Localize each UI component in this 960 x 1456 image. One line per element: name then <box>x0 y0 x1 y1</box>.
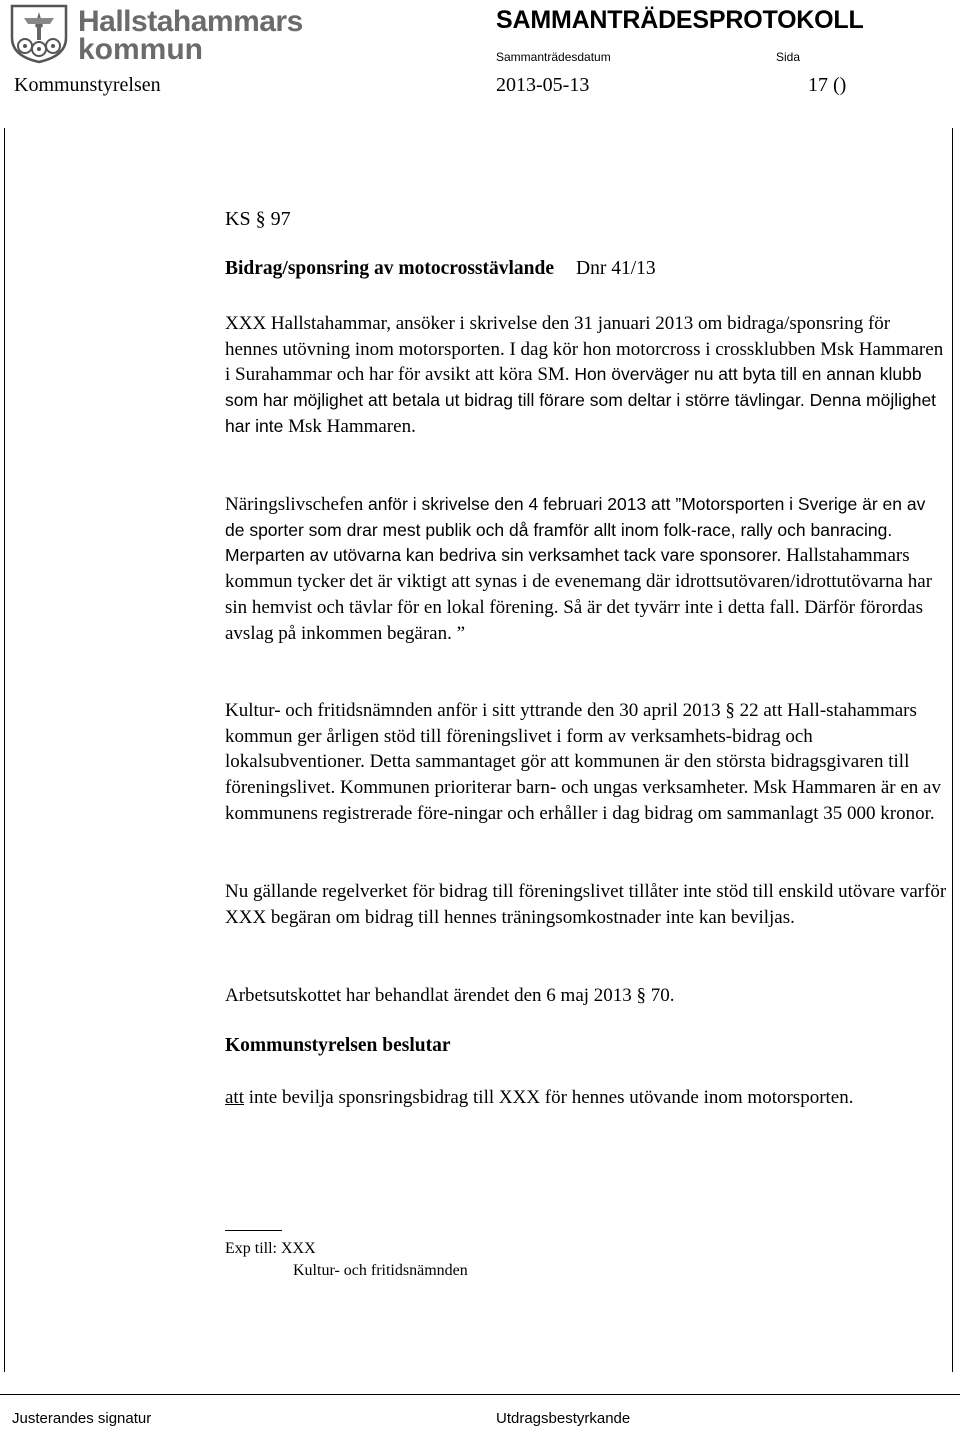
municipality-logo <box>10 4 303 66</box>
logo-name-line2: kommun <box>78 33 204 66</box>
decision-att: att <box>225 1087 244 1108</box>
case-dnr: Dnr 41/13 <box>576 258 656 279</box>
paragraph-text: anför i skrivelse den 4 februari 2013 att ”Motorsporten i Sverige är en av de sporter som drar mest publik och då framför allt inom folk-race, rally och banracing. Merparten av utövarna kan bedriva sin verksamhet tack vare sponsorer. <box>225 494 926 566</box>
page-label: Sida <box>776 50 801 64</box>
decision-body: inte bevilja sponsringsbidrag till XXX för hennes utövande inom motorsporten. <box>244 1087 854 1108</box>
case-number: KS § 97 <box>225 208 291 230</box>
paragraph-business-chief <box>225 492 947 646</box>
extract-label: Utdragsbestyrkande <box>496 1410 631 1427</box>
paragraph-text: Hon överväger nu att byta till en annan klubb som har möjlighet att betala ut bidrag till förare som deltar i större tävlingar. Denna möjlighet har inte <box>225 364 937 436</box>
expedition-line1: Exp till: XXX <box>225 1240 316 1257</box>
document-type: SAMMANTRÄDESPROTOKOLL <box>496 6 864 34</box>
logo-name-line1: Hallstahammars <box>78 5 303 38</box>
left-margin-line <box>4 128 5 1372</box>
board-name: Kommunstyrelsen <box>14 74 161 96</box>
meeting-date: 2013-05-13 <box>496 74 590 96</box>
case-title-row <box>225 258 656 280</box>
paragraph-application <box>225 311 947 440</box>
signature-label: Justerandes signatur <box>12 1410 152 1427</box>
coat-of-arms-icon <box>10 4 68 64</box>
expedition-line2: Kultur- och fritidsnämnden <box>293 1262 468 1279</box>
paragraph-text: Msk Hammaren. <box>283 415 416 437</box>
paragraph-text: Hallstahammars kommun tycker det är viktigt att synas i de evenemang där idrottsutövaren/idrottutövarna har sin hemvist och tävlar för en lokal förening. Så är det tyvärr inte i detta fall. Därför förordas avslag på inkommen begäran. ” <box>225 545 933 644</box>
paragraph-culture-board: Kultur- och fritidsnämnden anför i sitt yttrande den 30 april 2013 § 22 att Hall-stahammars kommun ger årligen stöd till föreningslivet i form av verksamhets-bidrag och lokalsubventioner. Detta sammantaget gör att kommunen är den största bidragsgivaren till föreningslivet. Kommunen prioriterar barn- och ungas verksamheter. Msk Hammaren är en av kommunens registrerade före-ningar och erhåller i dag bidrag om sammanlagt 35 000 kronor. <box>225 700 941 824</box>
expedition-divider <box>225 1230 282 1231</box>
paragraph-working-committee: Arbetsutskottet har behandlat ärendet den 6 maj 2013 § 70. <box>225 985 675 1006</box>
right-margin-line <box>952 128 953 1372</box>
page-number: 17 () <box>808 74 847 96</box>
case-title: Bidrag/sponsring av motocrosstävlande <box>225 258 555 279</box>
paragraph-text: XXX Hallstahammar, ansöker i skrivelse den 31 januari 2013 om bidraga/sponsring för hennes utövning inom motorsporten. I dag kör hon motorcross i crossklubben Msk Hammaren i Surahammar och har för avsikt att köra SM. <box>225 313 944 386</box>
meeting-date-label: Sammanträdesdatum <box>496 50 611 64</box>
decision-heading: Kommunstyrelsen beslutar <box>225 1035 451 1056</box>
footer-divider <box>0 1394 960 1395</box>
paragraph-text: Näringslivschefen <box>225 494 368 515</box>
decision-text <box>225 1085 947 1111</box>
paragraph-regulations: Nu gällande regelverket för bidrag till föreningslivet tillåter inte stöd till enskild utövare varför XXX begäran om bidrag till hennes träningsomkostnader inte kan beviljas. <box>225 881 947 928</box>
